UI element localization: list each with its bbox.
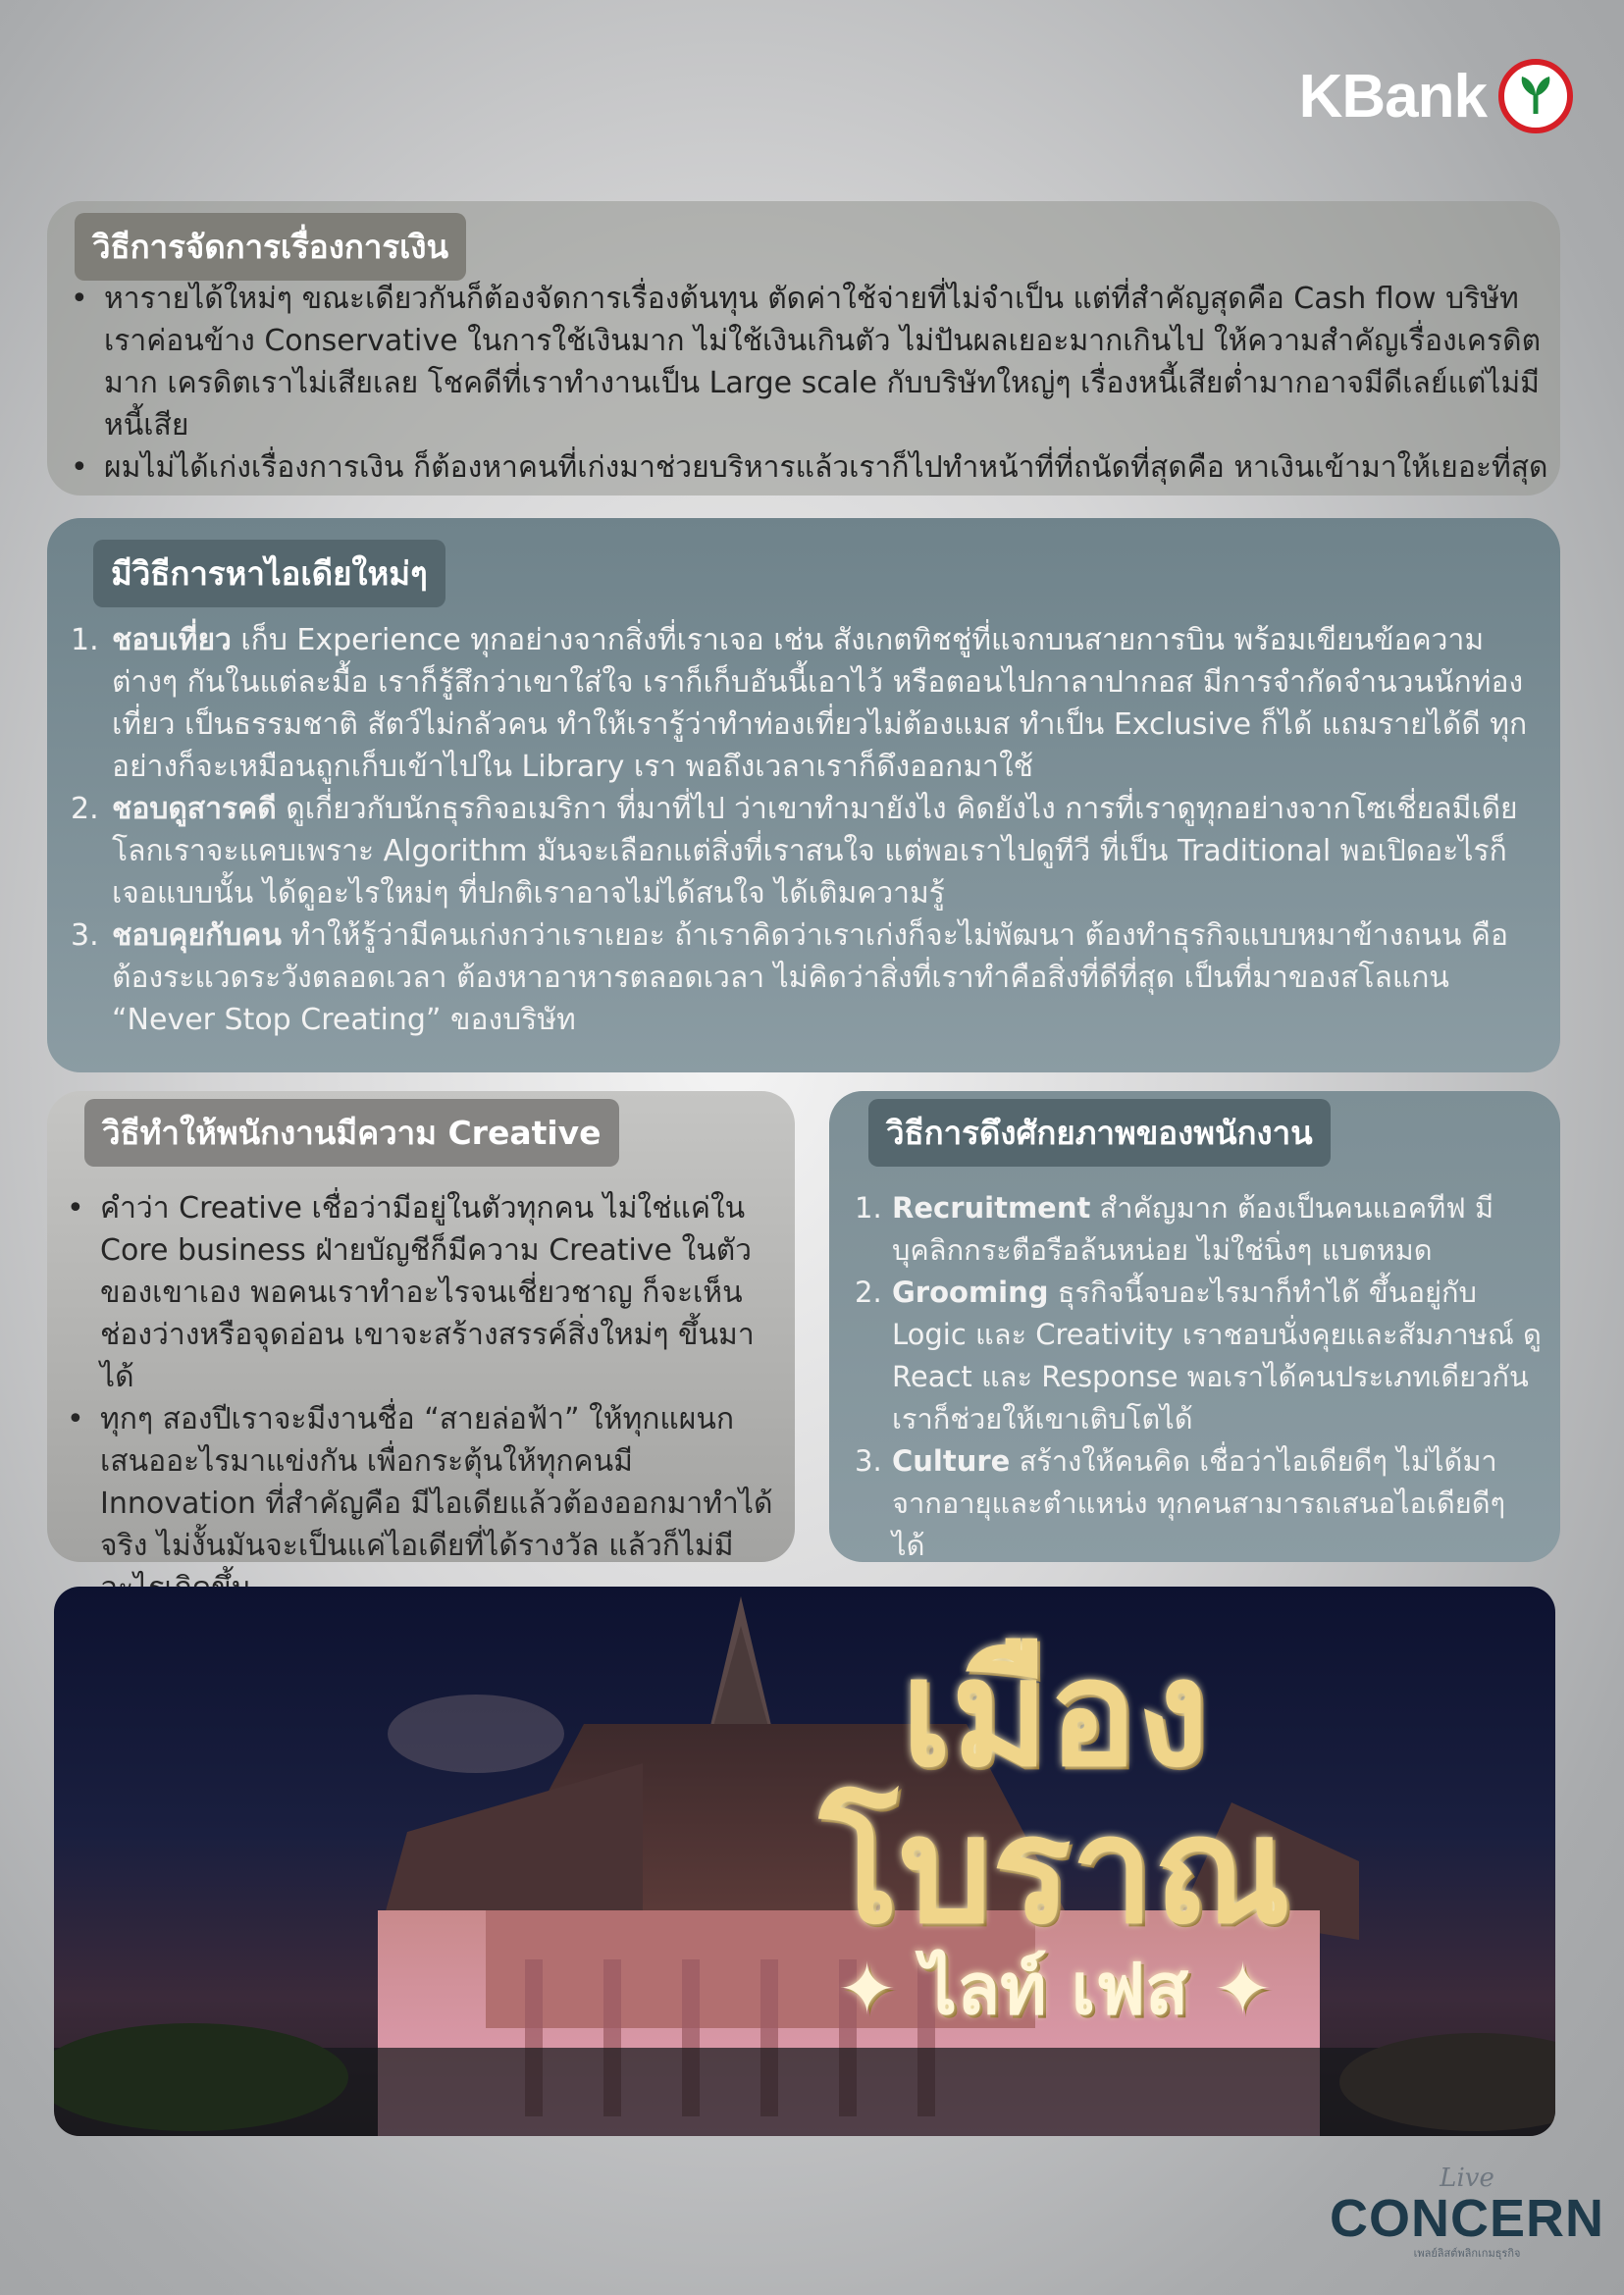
money-management-panel [47,201,1560,496]
staff-potential-list [851,1187,1543,1567]
list-item-text: ผมไม่ได้เก่งเรื่องการเงิน ก็ต้องหาคนที่เก่งมาช่วยบริหารแล้วเราก็ไปทำหน้าที่ที่ถนัดที่สุดคือ หาเงินเข้ามาให้เยอะที่สุด [104,450,1548,485]
bullet: • [71,450,88,485]
concern-text: CONCERN [1330,2189,1605,2248]
list-item-text: สำคัญมาก ต้องเป็นคนแอคทีฟ มีบุคลิกกระตือรือล้นหน่อย ไม่ใช่นิ่งๆ แบตหมด [892,1191,1494,1267]
money-management-list [67,278,1548,489]
list-number: 2. [855,1276,882,1309]
list-item [71,914,1533,1041]
creative-staff-list [63,1187,784,1609]
kbank-logo [1299,59,1573,133]
list-item-text: เก็บ Experience ทุกอย่างจากสิ่งที่เราเจอ เช่น สังเกตทิชชู่ที่แจกบนสายการบิน พร้อมเขียนข้อความต่างๆ กันในแต่ละมื้อ เราก็รู้สึกว่าเขาใส่ใจ เราก็เก็บอันนี้เอาไว้ หรือตอนไปกาลาปากอส มีการจำกัดจำนวนนักท่องเที่ยว เป็นธรรมชาติ สัตว์ไม่กลัวคน ทำให้เรารู้ว่าทำท่องเที่ยวไม่ต้องแมส ทำเป็น Exclusive ก็ได้ แถมรายได้ดี ทุกอย่างก็จะเหมือนถูกเก็บเข้าไปใน Library เรา พอถึงเวลาเราก็ดึงออกมาใช้ [112,623,1528,784]
sign-line-3: ✦ ไลท์ เฟส ✦ [837,1948,1273,2030]
list-item-text: ธุรกิจนี้จบอะไรมาก็ทำได้ ขึ้นอยู่กับ Logic และ Creativity เราชอบนั่งคุยและสัมภาษณ์ ดู React และ Response พอเราได้คนประเภทเดียวกันเราก็ช่วยให้เขาเติบโตได้ [892,1276,1542,1435]
kbank-leaf-icon [1498,59,1573,133]
list-item-text: ทำให้รู้ว่ามีคนเก่งกว่าเราเยอะ ถ้าเราคิดว่าเราเก่งก็จะไม่พัฒนา ต้องทำธุรกิจแบบหมาข้างถนน คือ ต้องระแวดระวังตลอดเวลา ต้องหาอาหารตลอดเวลา ไม่คิดว่าสิ่งที่เราทำคือสิ่งที่ดีที่สุด เป็นที่มาของสโลแกน “Never Stop Creating” ของบริษัท [112,918,1509,1037]
list-item [67,446,1548,489]
live-text: Live [1440,2164,1494,2193]
new-ideas-list [71,619,1533,1041]
creative-staff-title: วิธีทำให้พนักงานมีความ Creative [84,1099,619,1167]
bullet: • [67,1191,84,1226]
mueang-boran-photo [54,1587,1555,2136]
bullet: • [71,282,88,316]
list-item [71,788,1533,914]
list-number: 1. [855,1191,882,1225]
list-item-text: ทุกๆ สองปีเราจะมีงานชื่อ “สายล่อฟ้า” ให้ทุกแผนกเสนออะไรมาแข่งกัน เพื่อกระตุ้นให้ทุกคนมี Innovation ที่สำคัญคือ มีไอเดียแล้วต้องออกมาทำได้จริง ไม่งั้นมันจะเป็นแค่ไอเดียที่ได้รางวัล แล้วก็ไม่มี [100,1402,773,1563]
list-item-heading: ชอบคุยกับคน [112,918,282,953]
list-item [851,1440,1543,1567]
sign-line-1: เมือง [901,1629,1209,1799]
list-number: 1. [71,623,99,657]
creative-staff-panel [47,1091,795,1562]
list-item-text: ดูเกี่ยวกับนักธุรกิจอเมริกา ที่มาที่ไป ว่าเขาทำมายังไง คิดยังไง การที่เราดูทุกอย่างจากโซเชี่ยลมีเดีย โลกเราจะแคบเพราะ Algorithm มันจะเลือกแต่สิ่งที่เราสนใจ แต่พอเราไปดูทีวี ที่เป็น Traditional พอเปิดอะไรก็เจอแบบนั้น ได้ดูอะไรใหม่ๆ ที่ปกติเราอาจไม่ได้สนใจ ได้เติมความรู้ [112,792,1518,911]
list-item-heading: Grooming [892,1276,1049,1309]
list-item-text: หารายได้ใหม่ๆ ขณะเดียวกันก็ต้องจัดการเรื่องต้นทุน ตัดค่าใช้จ่ายที่ไม่จำเป็น แต่ที่สำคัญสุดคือ Cash flow บริษัทเราค่อนข้าง Conservative ในการใช้เงินมาก ไม่ใช้เงินเกินตัว ไม่ปันผลเยอะมากเกินไป ให้ความสำคัญเรื่องเครดิตมาก เครดิตเราไม่เสียเลย โชคดีที่เราทำงานเป็น Large scale กับบริษัทใหญ่ๆ เรื่องหนี้เสียต่ำมากอาจมีดีเลย์แต่ไม่มีหนี้เสีย [104,282,1542,443]
list-item [63,1187,784,1398]
list-item [851,1272,1543,1440]
list-item-heading: ชอบเที่ยว [112,623,232,657]
list-number: 3. [71,918,99,953]
list-item-text: สร้างให้คนคิด เชื่อว่าไอเดียดีๆ ไม่ได้มาจากอายุและตำแหน่ง ทุกคนสามารถเสนอไอเดียดีๆ ได้ [892,1444,1506,1562]
bullet: • [67,1402,84,1436]
staff-potential-panel [829,1091,1560,1562]
list-item-heading: Recruitment [892,1191,1091,1225]
list-item [63,1398,784,1609]
live-concern-logo [1330,2164,1604,2262]
list-item [71,619,1533,788]
staff-potential-title: วิธีการดึงศักยภาพของพนักงาน [868,1099,1331,1167]
new-ideas-title: มีวิธีการหาไอเดียใหม่ๆ [93,540,445,607]
list-number: 3. [855,1444,882,1478]
concern-subtitle: เพลย์ลิสต์พลิกเกมธุรกิจ [1413,2247,1521,2260]
list-item [67,278,1548,446]
list-item [851,1187,1543,1272]
list-number: 2. [71,792,99,826]
kbank-logo-text: KBank [1298,62,1487,130]
list-item-heading: ชอบดูสารคดี [112,792,277,826]
sign-line-2: โบราณ [819,1786,1290,1956]
new-ideas-panel [47,518,1560,1072]
list-item-text: คำว่า Creative เชื่อว่ามีอยู่ในตัวทุกคน ไม่ใช่แค่ใน Core business ฝ่ายบัญชีก็มีความ Creative ในตัวของเขาเอง พอคนเราทำอะไรจนเชี่ยวชาญ ก็จะเห็นช่องว่างหรือจุดอ่อน เขาจะสร้างสรรค์สิ่งใหม่ๆ ขึ้นมาได้ [100,1191,755,1394]
list-item-heading: Culture [892,1444,1011,1478]
mueang-boran-sign [780,1629,1330,2030]
money-management-title: วิธีการจัดการเรื่องการเงิน [75,213,466,281]
